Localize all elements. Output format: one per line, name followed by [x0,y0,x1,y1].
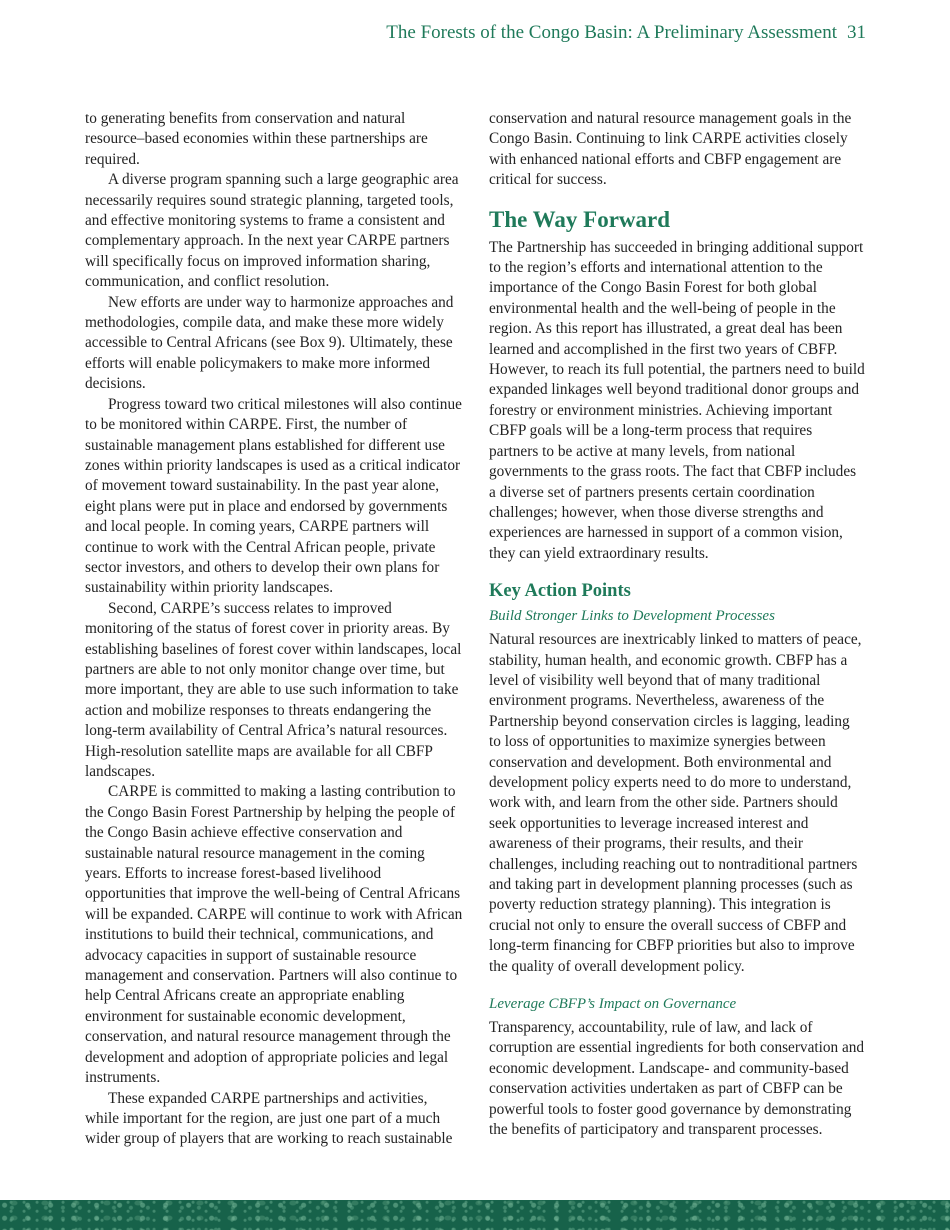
body-paragraph: New efforts are under way to harmonize approaches and methodologies, compile data, and make these more widely accessible to Central Africans (see Box 9). Ultimately, these efforts will enable policymakers to make more informed decisions. [85,293,454,393]
action-point-title: Build Stronger Links to Development Processes [489,608,775,625]
body-paragraph: CARPE is committed to making a lasting contribution to the Congo Basin Forest Partnership by helping the people of the Congo Basin achieve effective conservation and sustainable natural resource management in the coming years. Efforts to increase forest-based livelihood opportunities that improve the well-being of Central Africans will be expanded. CARPE will continue to work with African institutions to build their technical, communications, and advocacy capacities in support of sustainable resource management and conservation. Partners will also continue to help Central Africans create an appropriate enabling environment for sustainable economic development, conservation, and natural resource management through the development and adoption of appropriate policies and legal instruments. [85,783,463,1087]
body-paragraph: conservation and natural resource management goals in the Congo Basin. Continuing to link CARPE activities closely with enhanced national efforts and CBFP engagement are critical for success. [489,110,852,189]
section-heading-key-action-points: Key Action Points [489,581,631,602]
page-number: 31 [847,22,866,43]
section-heading-way-forward: The Way Forward [489,206,671,232]
body-paragraph: to generating benefits from conservation and natural resource–based economies within these partnerships are required. [85,110,428,168]
body-paragraph: These expanded CARPE partnerships and activities, while important for the region, are just one part of a much wider group of players that are working to reach sustainable [85,1089,453,1148]
body-paragraph: Progress toward two critical milestones will also continue to be monitored within CARPE. First, the number of sustainable management plans established for different use zones within priority landscapes is used as a critical indicator of movement toward sustainability. In the past year alone, eight plans were put in place and endorsed by governments and local people. In coming years, CARPE partners will continue to work with the Central African people, private sector investors, and others to develop their own plans for sustainability within priority landscapes. [85,395,462,597]
action-point-title: Leverage CBFP’s Impact on Governance [489,996,737,1013]
running-header [386,22,866,44]
body-paragraph: The Partnership has succeeded in bringing additional support to the region’s efforts and international attention to the importance of the Congo Basin Forest for both global environmental health and the well-being of people in the region. As this report has illustrated, a great deal has been learned and accomplished in the first two years of CBFP. However, to reach its full potential, the partners need to build expanded linkages well beyond traditional donor groups and forestry or environment ministries. Achieving important CBFP goals will be a long-term process that requires partners to be active at many levels, from national governments to the grass roots. The fact that CBFP includes a diverse set of partners presents certain coordination challenges; however, when those diverse strengths and experiences are harnessed in support of a common vision, they can yield extraordinary results. [489,238,865,562]
left-column [85,109,463,1150]
body-paragraph: Second, CARPE’s success relates to improved monitoring of the status of forest cover in priority areas. By establishing baselines of forest cover within landscapes, local partners are able to not only monitor change over time, but more important, they are able to use such information to take action and mobilize responses to threats endangering the long-term availability of Central Africa’s natural resources. High-resolution satellite maps are available for all CBFP landscapes. [85,599,462,780]
body-paragraph: A diverse program spanning such a large geographic area necessarily requires sound strategic planning, targeted tools, and effective monitoring systems to frame a consistent and complementary approach. In the next year CARPE partners will specifically focus on improved information sharing, communication, and conflict resolution. [85,171,459,291]
action-point-body: Natural resources are inextricably linked to matters of peace, stability, human health, and economic growth. CBFP has a level of visibility well beyond that of many traditional environment programs. Nevertheless, awareness of the Partnership beyond conservation circles is lagging, leading to loss of opportunities to maximize synergies between conservation and development. Both environmental and development policy experts need to do more to understand, work with, and learn from the other side. Partners should seek opportunities to leverage increased interest and awareness of their programs, their results, and their challenges, including reaching out to nontraditional partners and taking part in development planning processes (such as poverty reduction strategy planning). This integration is crucial not only to ensure the overall success of CBFP and long-term financing for CBFP priorities but also to improve the quality of overall development policy. [489,631,862,975]
action-point-body: Transparency, accountability, rule of law, and lack of corruption are essential ingredients for both conservation and economic development. Landscape- and community-based conservation activities undertaken as part of CBFP can be powerful tools to foster good governance by demonstrating the benefits of participatory and transparent processes. [489,1019,865,1139]
decorative-footer-band [0,1200,950,1230]
right-column [489,109,865,1140]
running-header-title: The Forests of the Congo Basin: A Preliminary Assessment [386,22,837,43]
